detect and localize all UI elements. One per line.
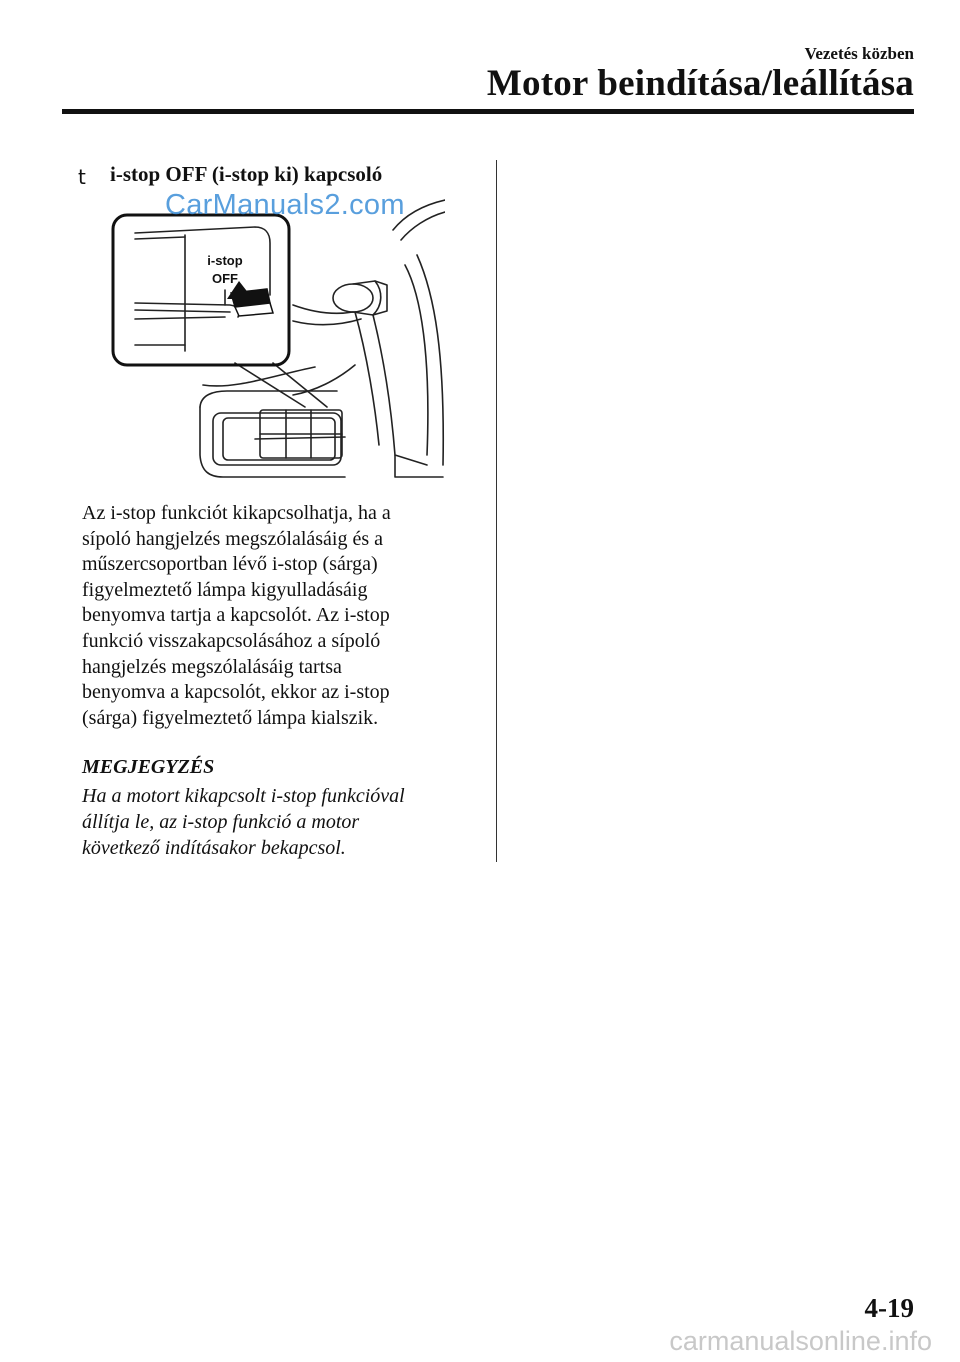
- note-line: Ha a motort kikapcsolt i-stop funkcióval: [82, 785, 405, 807]
- switch-label-istop: i-stop: [207, 253, 243, 268]
- body-line: Az i-stop funkciót kikapcsolhatja, ha a: [82, 502, 391, 524]
- section-bullet: t: [78, 165, 86, 189]
- page-number: 4-19: [864, 1293, 914, 1323]
- body-line: műszercsoportban lévő i-stop (sárga): [82, 553, 378, 576]
- note-line: következő indításakor bekapcsol.: [82, 837, 346, 859]
- press-arrow-icon: [227, 281, 273, 316]
- body-line: funkció visszakapcsolásához a sípoló: [82, 629, 381, 652]
- body-line: sípoló hangjelzés megszólalásáig és a: [82, 527, 384, 550]
- section-subheading: i-stop OFF (i-stop ki) kapcsoló: [110, 162, 383, 186]
- watermark-logo: CarManuals2.com: [165, 189, 405, 221]
- i-stop-switch-illustration: [105, 195, 445, 495]
- header-divider: [62, 109, 914, 114]
- note-line: állítja le, az i-stop funkció a motor: [82, 811, 360, 833]
- page-title: Motor beindítása/leállítása: [486, 63, 914, 104]
- body-line: benyomva a kapcsolót, ekkor az i-stop: [82, 681, 390, 704]
- switch-label-off: OFF: [212, 271, 238, 286]
- note-paragraph: [82, 783, 492, 861]
- body-line: figyelmeztető lámpa kigyulladásáig: [82, 578, 368, 601]
- column-divider: [496, 160, 497, 862]
- footer-site-watermark: carmanualsonline.info: [669, 1326, 932, 1356]
- body-line: (sárga) figyelmeztető lámpa kialszik.: [82, 706, 379, 729]
- header-section-label: Vezetés közben: [804, 44, 914, 63]
- body-paragraph: [82, 501, 482, 731]
- body-line: hangjelzés megszólalásáig tartsa: [82, 655, 342, 678]
- body-line: benyomva tartja a kapcsolót. Az i-stop: [82, 604, 390, 627]
- note-heading: MEGJEGYZÉS: [82, 756, 215, 778]
